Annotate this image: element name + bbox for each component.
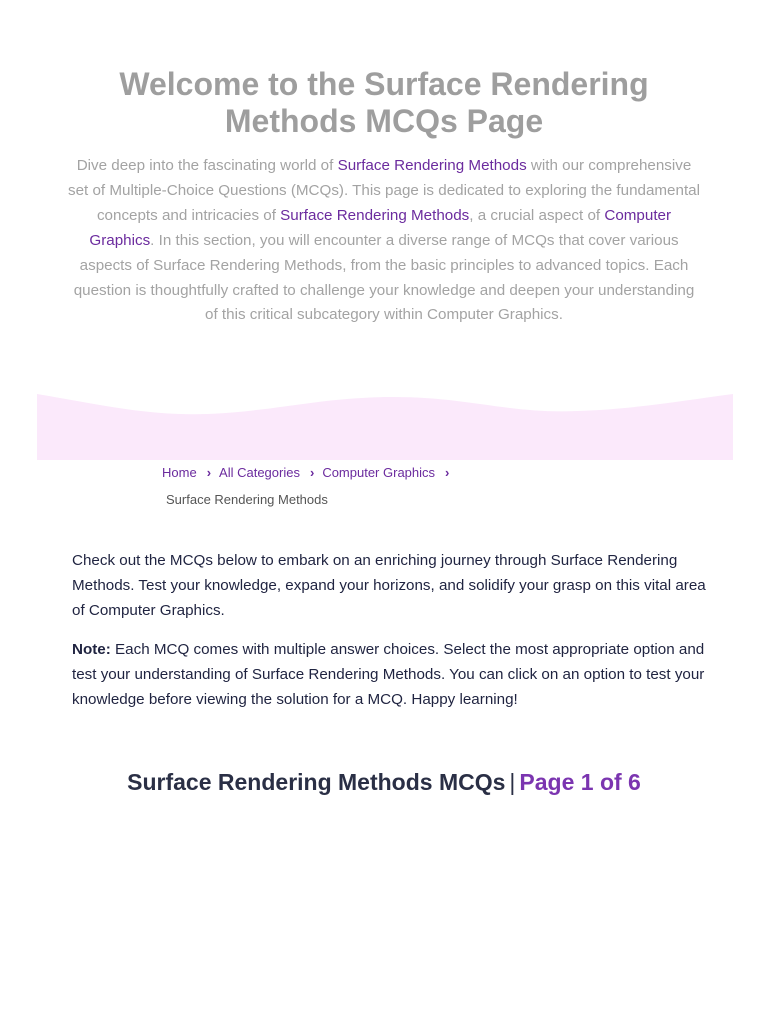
note-body: Each MCQ comes with multiple answer choices. Select the most appropriate option and test your understanding of Surface Rendering Methods. You can click on an option to test your knowledge before viewing the solution for a MCQ. Happy learning! — [72, 641, 705, 708]
hero-desc-text-3: , a crucial aspect of — [469, 206, 605, 224]
intro-text: Check out the MCQs below to embark on an enriching journey through Surface Rendering Methods. Test your knowledge, expand your horizons, and solidify your grasp on this vital area of Computer Graphics. — [72, 552, 706, 619]
hero-desc-text-4: . In this section, you will encounter a diverse range of MCQs that cover various aspects of Surface Rendering Methods, from the basic principles to advanced topics. Each question is thoughtfully crafted to challenge your knowledge and deepen your understanding of this critical subcategory within Computer Graphics. — [73, 231, 695, 324]
hero-desc-text-1: Dive deep into the fascinating world of — [76, 157, 338, 174]
breadcrumb-all-categories[interactable]: All Categories — [219, 465, 300, 480]
chevron-right-icon: › — [206, 465, 212, 480]
breadcrumb — [162, 463, 602, 483]
mcq-heading-title: Surface Rendering Methods MCQs — [127, 769, 506, 795]
breadcrumb-home[interactable]: Home — [162, 465, 197, 480]
mcq-heading — [0, 766, 768, 798]
page-title: Welcome to the Surface Rendering Methods MCQs Page — [119, 66, 649, 139]
breadcrumb-current: Surface Rendering Methods — [166, 492, 328, 507]
surface-rendering-link[interactable]: Surface Rendering Methods — [337, 157, 527, 174]
hero-description — [66, 154, 702, 328]
computer-graphics-link[interactable]: Computer Graphics — [89, 206, 672, 249]
chevron-right-icon: › — [445, 465, 450, 480]
hero-desc-text-2: with our comprehensive set of Multiple-Choice Questions (MCQs). This page is dedicated to exploring the fundamental concepts and intricacies of — [67, 157, 700, 224]
note-text — [72, 638, 708, 713]
heading-separator: | — [509, 769, 516, 795]
surface-rendering-link-2[interactable]: Surface Rendering Methods — [280, 206, 470, 224]
note-label: Note: — [72, 641, 111, 658]
chevron-right-icon: › — [309, 465, 315, 480]
breadcrumb-computer-graphics[interactable]: Computer Graphics — [322, 465, 436, 480]
page-indicator: Page 1 of 6 — [519, 769, 641, 795]
decorative-wave — [37, 394, 733, 460]
